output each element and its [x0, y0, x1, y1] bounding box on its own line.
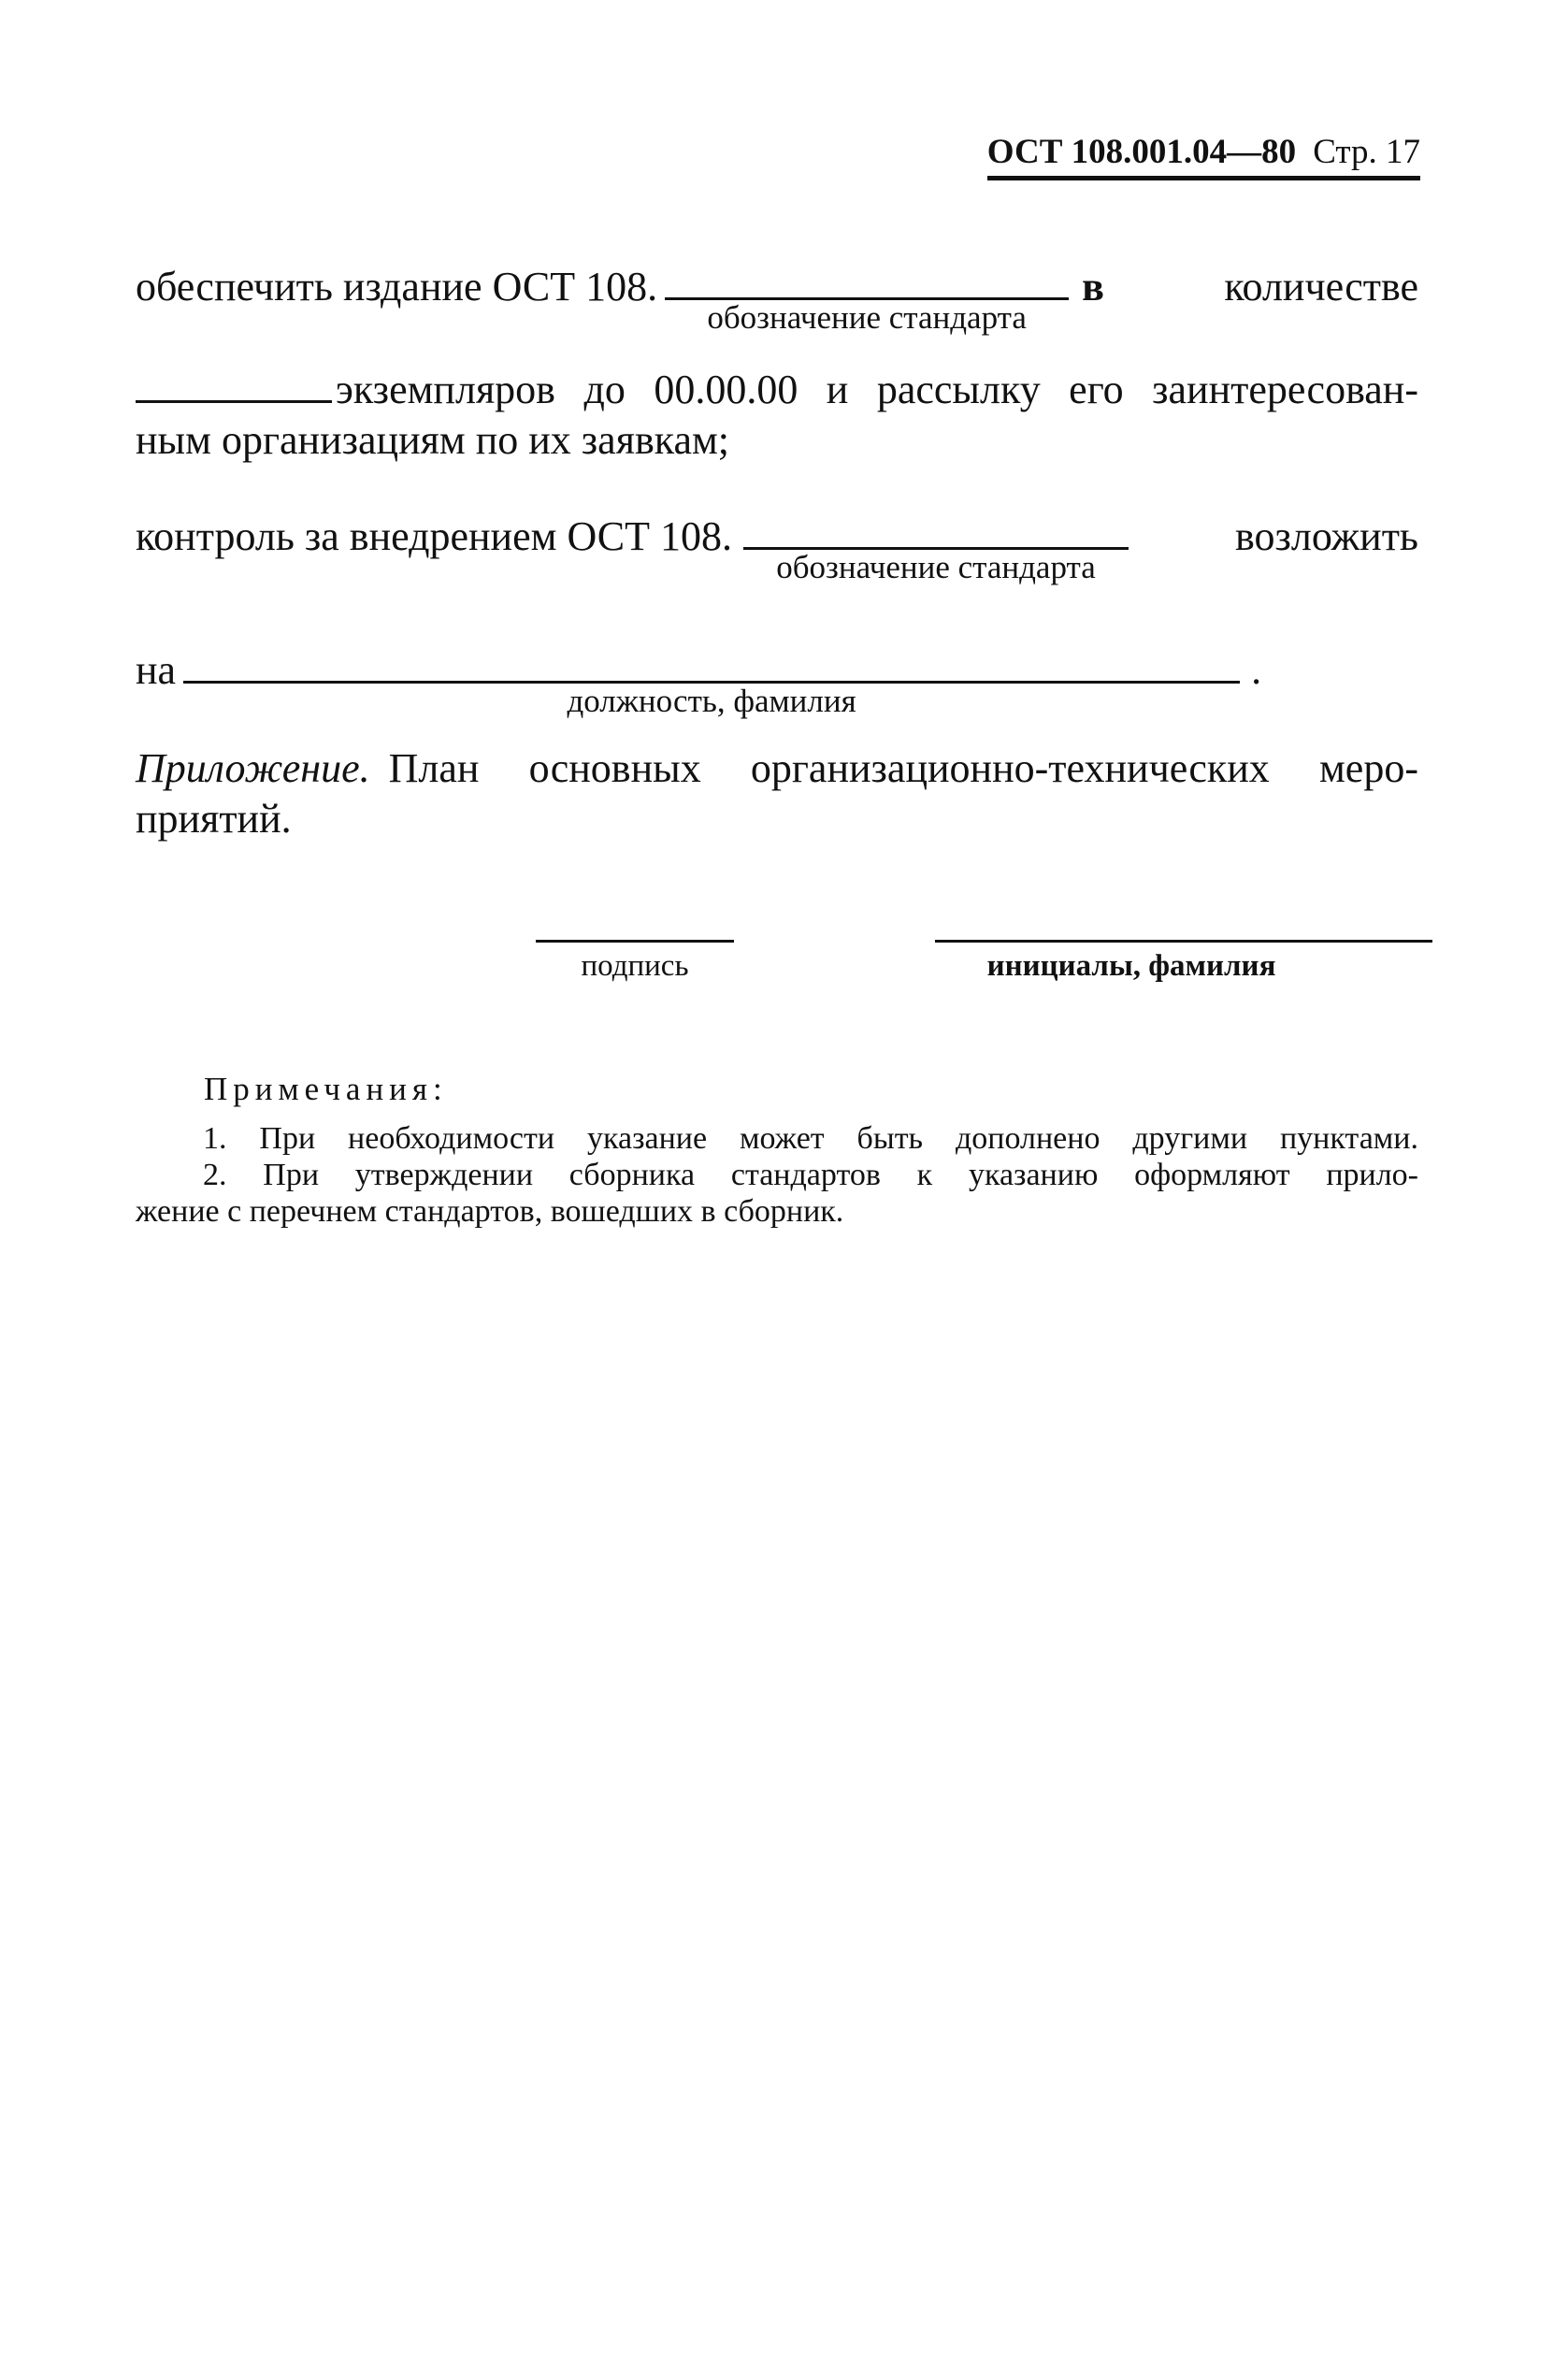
signature-caption: подпись [581, 949, 689, 983]
publish-end-text: количестве [1224, 264, 1418, 310]
note-item-2-line-a: 2. При утверждении сборника стандартов к указанию оформляют прило- [203, 1158, 1418, 1192]
control-lead-text: контроль за внедрением ОСТ 108. [136, 513, 732, 559]
page-number: Стр. 17 [1313, 133, 1420, 171]
responsible-lead-text: на [136, 647, 177, 693]
document-header [987, 131, 1420, 180]
notes-list [136, 1120, 1418, 1230]
paragraph-publish [136, 262, 1418, 336]
standard-code: ОСТ 108.001.04—80 [986, 133, 1297, 171]
appendix-label: Приложение. [136, 745, 370, 791]
copies-count-field[interactable] [136, 400, 332, 403]
responsible-end-text: . [1251, 647, 1262, 693]
control-end-text: возложить [1235, 513, 1418, 559]
paragraph-copies [136, 365, 1418, 466]
appendix-paragraph [136, 743, 1418, 844]
note-item-2-line-b: жение с перечнем стандартов, вошедших в сборник. [136, 1194, 844, 1229]
name-caption: инициалы, фамилия [986, 949, 1276, 983]
position-name-caption: должность, фамилия [567, 683, 856, 719]
publish-lead-text: обеспечить издание ОСТ 108. [136, 264, 658, 310]
copies-line-a: экземпляров до 00.00.00 и рассылку его заинтересован- [336, 367, 1418, 412]
name-line[interactable] [935, 940, 1432, 943]
paragraph-responsible [136, 645, 1286, 719]
signature-line[interactable] [536, 940, 734, 943]
publish-mid-text: в [1082, 264, 1104, 310]
position-name-field[interactable] [183, 681, 1240, 719]
standard-designation-field[interactable] [665, 297, 1069, 336]
note-item-1: 1. При необходимости указание может быть дополнено другими пунктами. [203, 1121, 1418, 1156]
appendix-line-a: План основных организационно-технических меро- [388, 745, 1418, 791]
control-standard-designation-field[interactable] [743, 547, 1129, 585]
control-designation-caption: обозначение стандарта [776, 549, 1096, 585]
notes-title: Примечания: [204, 1071, 448, 1107]
copies-line-b: ным организациям по их заявкам; [136, 417, 730, 463]
appendix-line-b: приятий. [136, 796, 292, 842]
standard-designation-caption: обозначение стандарта [707, 299, 1027, 336]
paragraph-control [136, 512, 1418, 585]
